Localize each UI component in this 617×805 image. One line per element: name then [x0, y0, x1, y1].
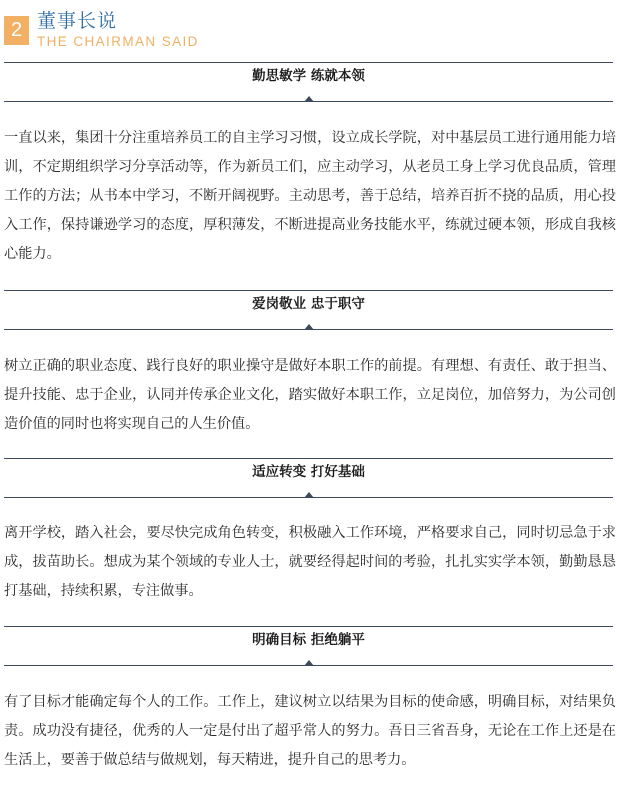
section-title: 适应转变 打好基础	[252, 464, 365, 480]
heading-pointer-decoration	[304, 492, 314, 498]
section-title: 爱岗敬业 忠于职守	[252, 296, 365, 312]
column-title-chinese: 董事长说	[37, 10, 118, 32]
section-heading-3	[4, 458, 613, 498]
section-paragraph-3: 离开学校，踏入社会，要尽快完成角色转变，积极融入工作环境，严格要求自己，同时切忌急于求成，拔苗助长。想成为某个领域的专业人士，就要经得起时间的考验，扎扎实实学本领，勤勤恳恳打基础，持续积累，专注做事。	[4, 525, 616, 599]
section-heading-1	[4, 62, 613, 102]
section-paragraph-4: 有了目标才能确定每个人的工作。工作上，建议树立以结果为目标的使命感，明确目标，对结果负责。成功没有捷径，优秀的人一定是付出了超乎常人的努力。吾日三省吾身，无论在工作上还是在生活上，要善于做总结与做规划，每天精进，提升自己的思考力。	[4, 694, 616, 768]
heading-pointer-decoration	[304, 660, 314, 666]
section-title: 勤思敏学 练就本领	[252, 68, 365, 84]
section-heading-2	[4, 290, 613, 330]
section-heading-4	[4, 626, 613, 666]
section-number-badge: 2	[4, 16, 29, 45]
heading-pointer-decoration	[304, 96, 314, 102]
section-paragraph-2: 树立正确的职业态度、践行良好的职业操守是做好本职工作的前提。有理想、有责任、敢于担当、提升技能、忠于企业，认同并传承企业文化，踏实做好本职工作，立足岗位，加倍努力，为公司创造价值的同时也将实现自己的人生价值。	[4, 358, 616, 432]
column-header	[4, 10, 404, 50]
column-title-english: THE CHAIRMAN SAID	[37, 34, 199, 49]
section-paragraph-1: 一直以来，集团十分注重培养员工的自主学习习惯，设立成长学院，对中基层员工进行通用能力培训，不定期组织学习分享活动等，作为新员工们，应主动学习，从老员工身上学习优良品质，管理工作的方法；从书本中学习，不断开阔视野。主动思考，善于总结，培养百折不挠的品质，用心投入工作，保持谦逊学习的态度，厚积薄发，不断进提高业务技能水平，练就过硬本领，形成自我核心能力。	[4, 130, 616, 262]
heading-pointer-decoration	[304, 324, 314, 330]
section-title: 明确目标 拒绝躺平	[252, 632, 365, 648]
